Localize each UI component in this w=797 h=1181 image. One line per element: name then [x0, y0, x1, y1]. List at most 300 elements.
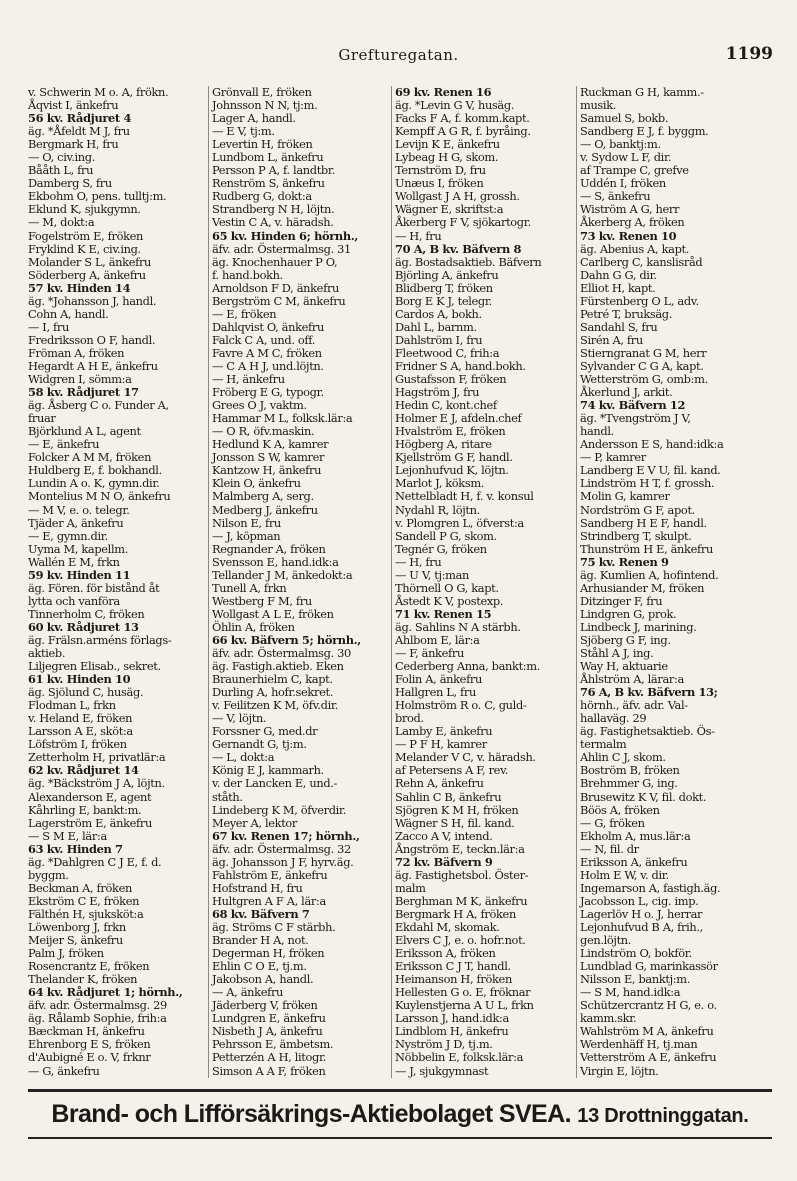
resident-entry: Werdenhäff H, tj.man [580, 1037, 698, 1052]
property-heading: 66 kv. Bäfvern 5; hörnh., [212, 632, 361, 647]
resident-entry: Ehrenborg E S, fröken [28, 1037, 151, 1052]
resident-entry: Sjögren K M H, fröken [395, 802, 519, 817]
resident-entry: Sahlin C B, änkefru [395, 789, 502, 804]
property-heading: 65 kv. Hinden 6; hörnh., [212, 228, 359, 243]
resident-entry: Dahn G G, dir. [580, 267, 657, 282]
resident-entry: Tellander J M, änkedokt:a [212, 567, 353, 582]
resident-entry: v. der Lancken E, und.- [212, 776, 338, 791]
resident-entry: Jäderberg V, fröken [212, 998, 318, 1013]
resident-entry: Favre A M C, fröken [212, 345, 322, 360]
resident-entry: Sandberg E J, f. byggm. [580, 124, 709, 139]
resident-entry: Hedin C, kont.chef [395, 398, 497, 413]
resident-entry: Regnander A, fröken [212, 541, 326, 556]
resident-entry: Rudberg G, dokt:a [212, 189, 312, 204]
property-heading: 59 kv. Hinden 11 [28, 567, 131, 582]
resident-entry: Sandahl S, fru [580, 319, 658, 334]
resident-entry: Fahlström E, änkefru [212, 867, 328, 882]
resident-entry: Ståhl A J, ing. [580, 646, 654, 661]
resident-entry: Flodman L, frkn [28, 698, 116, 713]
resident-entry: Beckman A, fröken [28, 880, 132, 895]
resident-entry: Uddén I, fröken [580, 176, 666, 191]
resident-entry: Lundblad G, marinkassör [580, 959, 718, 974]
resident-entry: — E, gymn.dir. [28, 528, 108, 543]
resident-entry: Löwenborg J, frkn [28, 920, 126, 934]
resident-entry: Hellesten G o. E, fröknar [395, 985, 531, 1000]
resident-entry: Boström B, fröken [580, 763, 680, 778]
resident-entry: Meyer A, lektor [212, 815, 298, 830]
resident-entry: Fredriksson O F, handl. [28, 332, 156, 347]
resident-entry: Bergmark H A, fröken [395, 906, 516, 921]
resident-entry: Alexanderson E, agent [28, 789, 152, 804]
resident-entry: brod. [395, 711, 424, 726]
property-heading: 60 kv. Rådjuret 13 [28, 619, 139, 634]
resident-entry: Cederberg Anna, bankt:m. [395, 659, 541, 674]
resident-entry: Fogelström E, fröken [28, 228, 144, 243]
resident-entry: Nilson E, fru [212, 515, 281, 530]
resident-entry: Simson A A F, fröken [212, 1063, 326, 1078]
resident-entry: äfv. adr. Östermalmsg. 32 [212, 841, 351, 856]
resident-entry: Lindgren G, prok. [580, 606, 677, 621]
resident-entry: Björklund A L, agent [28, 424, 141, 439]
resident-entry: Montelius M N O, änkefru [28, 489, 171, 504]
resident-entry: äg. Sahlins N A stärbh. [395, 619, 521, 634]
property-heading: 57 kv. Hinden 14 [28, 280, 131, 295]
resident-entry: Folin A, änkefru [395, 672, 483, 687]
resident-entry: — H, fru [395, 228, 442, 243]
property-heading: 62 kv. Rådjuret 14 [28, 763, 139, 778]
resident-entry: äg. Rålamb Sophie, frih:a [28, 1011, 167, 1026]
resident-entry: — E, fröken [212, 306, 277, 321]
resident-entry: Ekbohm O, pens. tulltj:m. [28, 189, 167, 204]
resident-entry: musik. [580, 98, 617, 113]
resident-entry: Andersson E S, hand:idk:a [580, 437, 724, 452]
resident-entry: Ditzinger F, fru [580, 593, 663, 608]
resident-entry: — G, fröken [580, 815, 645, 830]
resident-entry: Fröberg E G, typogr. [212, 385, 324, 400]
resident-entry: — P F H, kamrer [395, 737, 487, 752]
resident-entry: — M, dokt:a [28, 215, 95, 230]
resident-entry: Vestin C A, v. häradsh. [212, 215, 334, 230]
resident-entry: Zetterholm H, privatlär:a [28, 750, 166, 765]
resident-entry: — S M E, lär:a [28, 828, 107, 843]
resident-entry: Cardos A, bokh. [395, 306, 482, 321]
street-title: Grefturegatan. [338, 46, 459, 64]
property-heading: 71 kv. Renen 15 [395, 606, 492, 621]
resident-entry: Wägner E, skriftst:a [395, 202, 504, 217]
resident-entry: Lindeberg K M, öfverdir. [212, 802, 347, 817]
resident-entry: Durling A, hofr.sekret. [212, 685, 333, 700]
directory-column-3 [391, 86, 576, 1078]
resident-entry: Forssner G, med.dr [212, 724, 318, 739]
resident-entry: Lagerlöv H o. J, herrar [580, 906, 703, 921]
resident-entry: d'Aubigné E o. V, frknr [28, 1050, 151, 1065]
resident-entry: Unæus I, fröken [395, 176, 484, 191]
resident-entry: handl. [580, 424, 614, 439]
resident-entry: f. hand.bokh. [212, 267, 283, 282]
resident-entry: Sjöberg G F, ing. [580, 632, 671, 647]
resident-entry: Tjäder A, änkefru [28, 515, 124, 530]
resident-entry: Larsson J, hand.idk:a [395, 1011, 509, 1026]
resident-entry: Thörnell O G, kapt. [395, 580, 499, 595]
resident-entry: Medberg J, änkefru [212, 502, 318, 517]
resident-entry: Hammar M L, folksk.lär:a [212, 411, 353, 426]
resident-entry: Nydahl R, löjtn. [395, 502, 480, 517]
resident-entry: — V, löjtn. [212, 711, 267, 726]
resident-entry: Wallén E M, frkn [28, 554, 120, 569]
resident-entry: Björling A, änkefru [395, 267, 499, 282]
resident-entry: v. Heland E, fröken [28, 711, 133, 726]
resident-entry: Malmberg A, serg. [212, 489, 314, 504]
resident-entry: Nisbeth J A, änkefru [212, 1024, 323, 1039]
resident-entry: Dahlqvist O, änkefru [212, 319, 324, 334]
advertisement-line [28, 1100, 772, 1129]
resident-entry: äfv. adr. Östermalmsg. 31 [212, 241, 351, 256]
resident-entry: byggm. [28, 867, 69, 882]
resident-entry: aktieb. [28, 646, 66, 661]
resident-entry: Eriksson A, änkefru [580, 854, 688, 869]
resident-entry: Dahl L, barnm. [395, 319, 477, 334]
resident-entry: Pehrsson E, ämbetsm. [212, 1037, 334, 1052]
resident-entry: äg. Sjölund C, husäg. [28, 685, 144, 700]
resident-entry: äg. *Tvengström J V, [580, 411, 691, 426]
resident-entry: Klein O, änkefru [212, 476, 301, 491]
resident-entry: Åkerberg F V, sjökartogr. [395, 215, 531, 230]
resident-entry: Svensson E, hand.idk:a [212, 554, 339, 569]
advertisement-banner [28, 1089, 772, 1139]
resident-entry: Åkerlund J, arkit. [580, 385, 673, 400]
advertisement-address: 13 Drottninggatan. [577, 1105, 749, 1127]
resident-entry: Ahlin C J, skom. [580, 750, 666, 765]
resident-entry: äg. *Åfeldt M J, fru [28, 124, 130, 139]
property-heading: 68 kv. Bäfvern 7 [212, 906, 310, 921]
resident-entry: Samuel S, bokb. [580, 111, 669, 126]
resident-entry: Braunerhielm C, kapt. [212, 672, 333, 687]
resident-entry: Ingemarson A, fastigh.äg. [580, 880, 721, 895]
resident-entry: Fridner S A, hand.bokh. [395, 358, 526, 373]
resident-entry: — H, änkefru [212, 372, 285, 387]
resident-entry: Elvers C J, e. o. hofr.not. [395, 933, 526, 948]
resident-entry: Lindblom H, änkefru [395, 1024, 509, 1039]
resident-entry: äg. Kumlien A, hofintend. [580, 567, 719, 582]
resident-entry: Brander H A, not. [212, 933, 309, 948]
property-heading: 56 kv. Rådjuret 4 [28, 111, 132, 126]
resident-entry: Lybeag H G, skom. [395, 150, 499, 165]
advertisement-text: Brand- och Lifförsäkrings-Aktiebolaget SVEA. [51, 1100, 571, 1128]
resident-entry: Tegnér G, fröken [395, 541, 487, 556]
resident-entry: Wägner S H, fil. kand. [395, 815, 515, 830]
resident-entry: — O R, öfv.maskin. [212, 424, 315, 439]
resident-entry: Tunell A, frkn [212, 580, 287, 595]
resident-entry: Ångström E, teckn.lär:a [395, 841, 525, 856]
resident-entry: Jacobsson L, cig. imp. [580, 893, 699, 908]
resident-entry: Wetterström G, omb:m. [580, 372, 708, 387]
resident-entry: Landberg E V U, fil. kand. [580, 463, 721, 478]
resident-entry: Lundin A o. K, gymn.dir. [28, 476, 160, 491]
resident-entry: malm [395, 880, 426, 895]
resident-entry: Levertin H, fröken [212, 137, 313, 152]
resident-entry: Ehlin C O E, tj.m. [212, 959, 307, 974]
resident-entry: Lundgren E, änkefru [212, 1011, 326, 1026]
resident-entry: Lejonhufvud B A, frih., [580, 920, 703, 934]
directory-column-2 [208, 86, 391, 1078]
resident-entry: Åstedt K V, postexp. [395, 593, 504, 608]
resident-entry: Larsson A E, sköt:a [28, 724, 133, 739]
resident-entry: Petterzén A H, litogr. [212, 1050, 327, 1065]
resident-entry: Huldberg E, f. bokhandl. [28, 463, 162, 478]
resident-entry: Brusewitz K V, fil. dokt. [580, 789, 707, 804]
resident-entry: äg. *Levin G V, husäg. [395, 98, 515, 113]
resident-entry: Uyma M, kapellm. [28, 541, 128, 556]
resident-entry: Sandberg H E F, handl. [580, 515, 707, 530]
resident-entry: Lamby E, änkefru [395, 724, 493, 739]
property-heading: 73 kv. Renen 10 [580, 228, 677, 243]
resident-entry: Ternström D, fru [395, 163, 486, 178]
property-heading: 58 kv. Rådjuret 17 [28, 385, 139, 400]
resident-entry: Kuylenstjerna A U L, frkn [395, 998, 534, 1013]
resident-entry: Eriksson C J T, handl. [395, 959, 511, 974]
resident-entry: Hultgren A F A, lär:a [212, 893, 326, 908]
resident-entry: äg. Fastighetsbol. Öster- [395, 867, 529, 882]
resident-entry: Sirén A, fru [580, 332, 643, 347]
resident-entry: Blidberg T, fröken [395, 280, 493, 295]
resident-entry: Dahlström I, fru [395, 332, 483, 347]
resident-entry: Cohn A, handl. [28, 306, 109, 321]
page-header [0, 44, 797, 76]
resident-entry: äfv. adr. Östermalmsg. 29 [28, 998, 167, 1013]
resident-entry: af Trampe C, grefve [580, 163, 689, 178]
resident-entry: Bæckman H, änkefru [28, 1024, 145, 1039]
resident-entry: Fröman A, fröken [28, 345, 125, 360]
resident-entry: Strandberg N H, löjtn. [212, 202, 335, 217]
resident-entry: v. Feilitzen K M, öfv.dir. [212, 698, 339, 713]
resident-entry: Söderberg A, änkefru [28, 267, 146, 282]
resident-entry: äg. Knochenhauer P O, [212, 254, 338, 269]
resident-entry: Kantzow H, änkefru [212, 463, 322, 478]
resident-entry: Tinnerholm C, fröken [28, 606, 145, 621]
resident-entry: Hvalström E, fröken [395, 424, 506, 439]
resident-entry: äg. *Bäckström J A, löjtn. [28, 776, 165, 791]
resident-entry: Vetterström A E, änkefru [580, 1050, 717, 1065]
resident-entry: — C A H J, und.löjtn. [212, 358, 324, 373]
resident-entry: Falck C A, und. off. [212, 332, 315, 347]
resident-entry: Stierngranat G M, herr [580, 345, 707, 360]
page-number: 1199 [725, 44, 773, 64]
resident-entry: Ekholm A, mus.lär:a [580, 828, 691, 843]
resident-entry: — J, köpman [212, 528, 281, 543]
resident-entry: — N, fil. dr [580, 841, 639, 856]
resident-entry: — S M, hand.idk:a [580, 985, 681, 1000]
resident-entry: äg. Frälsn.arméns förlags- [28, 632, 172, 647]
resident-entry: Facks F A, f. komm.kapt. [395, 111, 530, 126]
resident-entry: Kåhrling E, bankt:m. [28, 802, 142, 817]
resident-entry: fruar [28, 411, 56, 426]
resident-entry: — F, änkefru [395, 646, 464, 661]
resident-entry: Åqvist I, änkefru [28, 98, 119, 113]
resident-entry: Bergmark H, fru [28, 137, 119, 152]
resident-entry: äg. Fören. för bistånd åt [28, 580, 160, 595]
resident-entry: af Petersens A F, rev. [395, 763, 509, 778]
resident-entry: Lejonhufvud K, löjtn. [395, 463, 509, 478]
resident-entry: v. Schwerin M o. A, frökn. [28, 86, 169, 99]
resident-entry: äfv. adr. Östermalmsg. 30 [212, 646, 351, 661]
resident-entry: äg. *Dahlgren C J E, f. d. [28, 854, 162, 869]
resident-entry: Löfström I, fröken [28, 737, 127, 752]
resident-entry: Damberg S, fru [28, 176, 112, 191]
resident-entry: Arnoldson F D, änkefru [212, 280, 340, 295]
resident-entry: Bååth L, fru [28, 163, 94, 178]
resident-entry: Nilsson E, banktj:m. [580, 972, 691, 987]
resident-entry: Virgin E, löjtn. [580, 1063, 659, 1078]
resident-entry: — O, banktj:m. [580, 137, 661, 152]
resident-entry: äg. Fastighetsaktieb. Ös- [580, 724, 715, 739]
resident-entry: Elliot H, kapt. [580, 280, 656, 295]
resident-entry: Way H, aktuarie [580, 659, 668, 674]
resident-entry: äg. Fastigh.aktieb. Eken [212, 659, 344, 674]
resident-entry: Åhlström A, lärar:a [580, 672, 684, 687]
resident-entry: — H, fru [395, 554, 442, 569]
resident-entry: Nöbbelin E, folksk.lär:a [395, 1050, 524, 1065]
resident-entry: Nordström G F, apot. [580, 502, 695, 517]
resident-entry: Öhlin A, fröken [212, 619, 295, 634]
resident-entry: hörnh., äfv. adr. Val- [580, 698, 688, 713]
resident-entry: Degerman H, fröken [212, 946, 325, 961]
resident-entry: Holm E W, v. dir. [580, 867, 669, 882]
resident-entry: Jonsson S W, kamrer [212, 450, 325, 465]
resident-entry: Brehmmer G, ing. [580, 776, 678, 791]
resident-entry: — O, civ.ing. [28, 150, 95, 165]
resident-entry: Ahlbom E, lär:a [395, 632, 480, 647]
property-heading: 64 kv. Rådjuret 1; hörnh., [28, 985, 183, 1000]
resident-entry: Gustafsson F, fröken [395, 372, 507, 387]
property-heading: 72 kv. Bäfvern 9 [395, 854, 493, 869]
resident-entry: Thunström H E, änkefru [580, 541, 713, 556]
resident-entry: Westberg F M, fru [212, 593, 312, 608]
resident-entry: — E, änkefru [28, 437, 100, 452]
resident-entry: Renström S, änkefru [212, 176, 325, 191]
resident-entry: ståth. [212, 789, 243, 804]
resident-entry: Petré T, bruksäg. [580, 306, 673, 321]
resident-entry: — G, änkefru [28, 1063, 100, 1078]
directory-columns [28, 86, 772, 1078]
resident-entry: Fleetwood C, frih:a [395, 345, 500, 360]
resident-entry: Fälthén H, sjuksköt:a [28, 906, 144, 921]
resident-entry: Liljegren Elisab., sekret. [28, 659, 161, 674]
resident-entry: Wahlström M A, änkefru [580, 1024, 714, 1039]
resident-entry: Schützercrantz H G, e. o. [580, 998, 717, 1013]
resident-entry: v. Plomgren L, öfverst:a [395, 515, 524, 530]
property-heading: 70 A, B kv. Bäfvern 8 [395, 241, 522, 256]
resident-entry: — I, fru [28, 319, 69, 334]
resident-entry: Borg E K J, telegr. [395, 293, 492, 308]
resident-entry: Hallgren L, fru [395, 685, 476, 700]
resident-entry: Kempff A G R, f. byråing. [395, 124, 531, 139]
property-heading: 75 kv. Renen 9 [580, 554, 669, 569]
resident-entry: äg. Åsberg C o. Funder A, [28, 398, 169, 413]
resident-entry: Grönvall E, fröken [212, 86, 312, 99]
resident-entry: Eklund K, sjukgymn. [28, 202, 141, 217]
resident-entry: Högberg A, ritare [395, 437, 492, 452]
resident-entry: Böös A, fröken [580, 802, 660, 817]
resident-entry: Thelander K, fröken [28, 972, 138, 987]
property-heading: 67 kv. Renen 17; hörnh., [212, 828, 360, 843]
resident-entry: Arhusiander M, fröken [580, 580, 705, 595]
resident-entry: Molin G, kamrer [580, 489, 670, 504]
resident-entry: lytta och vanföra [28, 593, 120, 608]
resident-entry: Ekström C E, fröken [28, 893, 140, 908]
resident-entry: Gernandt G, tj:m. [212, 737, 307, 752]
resident-entry: Johnsson N N, tj:m. [212, 98, 318, 113]
directory-column-4 [576, 86, 772, 1078]
resident-entry: Sandell P G, skom. [395, 528, 497, 543]
resident-entry: Palm J, fröken [28, 946, 104, 961]
resident-entry: Ruckman G H, kamm.- [580, 86, 704, 99]
resident-entry: Bergström C M, änkefru [212, 293, 346, 308]
resident-entry: Wollgast J A H, grossh. [395, 189, 520, 204]
resident-entry: — P, kamrer [580, 450, 646, 465]
resident-entry: — J, sjukgymnast [395, 1063, 489, 1078]
property-heading: 63 kv. Hinden 7 [28, 841, 123, 856]
resident-entry: äg. Bostadsaktieb. Bäfvern [395, 254, 542, 269]
resident-entry: Kjellström G F, handl. [395, 450, 513, 465]
resident-entry: Nettelbladt H, f. v. konsul [395, 489, 534, 504]
resident-entry: Heimanson H, fröken [395, 972, 512, 987]
resident-entry: Molander S L, änkefru [28, 254, 152, 269]
resident-entry: Carlberg C, kanslisråd [580, 254, 703, 269]
resident-entry: Sylvander C G A, kapt. [580, 358, 704, 373]
resident-entry: — U V, tj:man [395, 567, 470, 582]
resident-entry: Lindström O, bokför. [580, 946, 692, 961]
resident-entry: v. Sydow L F, dir. [580, 150, 672, 165]
resident-entry: Jakobson A, handl. [212, 972, 314, 987]
resident-entry: Fürstenberg O L, adv. [580, 293, 699, 308]
resident-entry: hallaväg. 29 [580, 711, 647, 726]
resident-entry: Lindström H T, f. grossh. [580, 476, 715, 491]
resident-entry: gen.löjtn. [580, 933, 632, 948]
resident-entry: Berghman M K, änkefru [395, 893, 528, 908]
resident-entry: — A, änkefru [212, 985, 284, 1000]
resident-entry: Nyström J D, tj.m. [395, 1037, 493, 1052]
resident-entry: Åkerberg A, fröken [580, 215, 685, 230]
resident-entry: Levijn K E, änkefru [395, 137, 500, 152]
resident-entry: Hofstrand H, fru [212, 880, 303, 895]
resident-entry: äg. Ströms C F stärbh. [212, 920, 336, 934]
resident-entry: Lundbom L, änkefru [212, 150, 324, 165]
resident-entry: Holmer E J, afdeln.chef [395, 411, 522, 426]
resident-entry: Lindbeck J, marining. [580, 619, 697, 634]
resident-entry: — S, änkefru [580, 189, 651, 204]
resident-entry: termalm [580, 737, 627, 752]
resident-entry: Hagström J, fru [395, 385, 480, 400]
resident-entry: Persson P A, f. landtbr. [212, 163, 335, 178]
resident-entry: Rosencrantz E, fröken [28, 959, 150, 974]
resident-entry: Lagerström E, änkefru [28, 815, 152, 830]
resident-entry: — M V, e. o. telegr. [28, 502, 130, 517]
resident-entry: Holmström R o. C, guld- [395, 698, 527, 713]
resident-entry: — E V, tj:m. [212, 124, 275, 139]
property-heading: 74 kv. Bäfvern 12 [580, 398, 686, 413]
resident-entry: äg. *Johansson J, handl. [28, 293, 157, 308]
resident-entry: Marlot J, köksm. [395, 476, 485, 491]
resident-entry: äg. Abenius A, kapt. [580, 241, 690, 256]
resident-entry: Wollgast A L E, fröken [212, 606, 334, 621]
property-heading: 76 A, B kv. Bäfvern 13; [580, 685, 718, 700]
resident-entry: Strindberg T, skulpt. [580, 528, 692, 543]
resident-entry: kamm.skr. [580, 1011, 637, 1026]
resident-entry: Eriksson A, fröken [395, 946, 496, 961]
resident-entry: Widgren I, sömm:a [28, 372, 132, 387]
resident-entry: äg. Johansson J F, hyrv.äg. [212, 854, 354, 869]
resident-entry: Melander V C, v. häradsh. [395, 750, 536, 765]
